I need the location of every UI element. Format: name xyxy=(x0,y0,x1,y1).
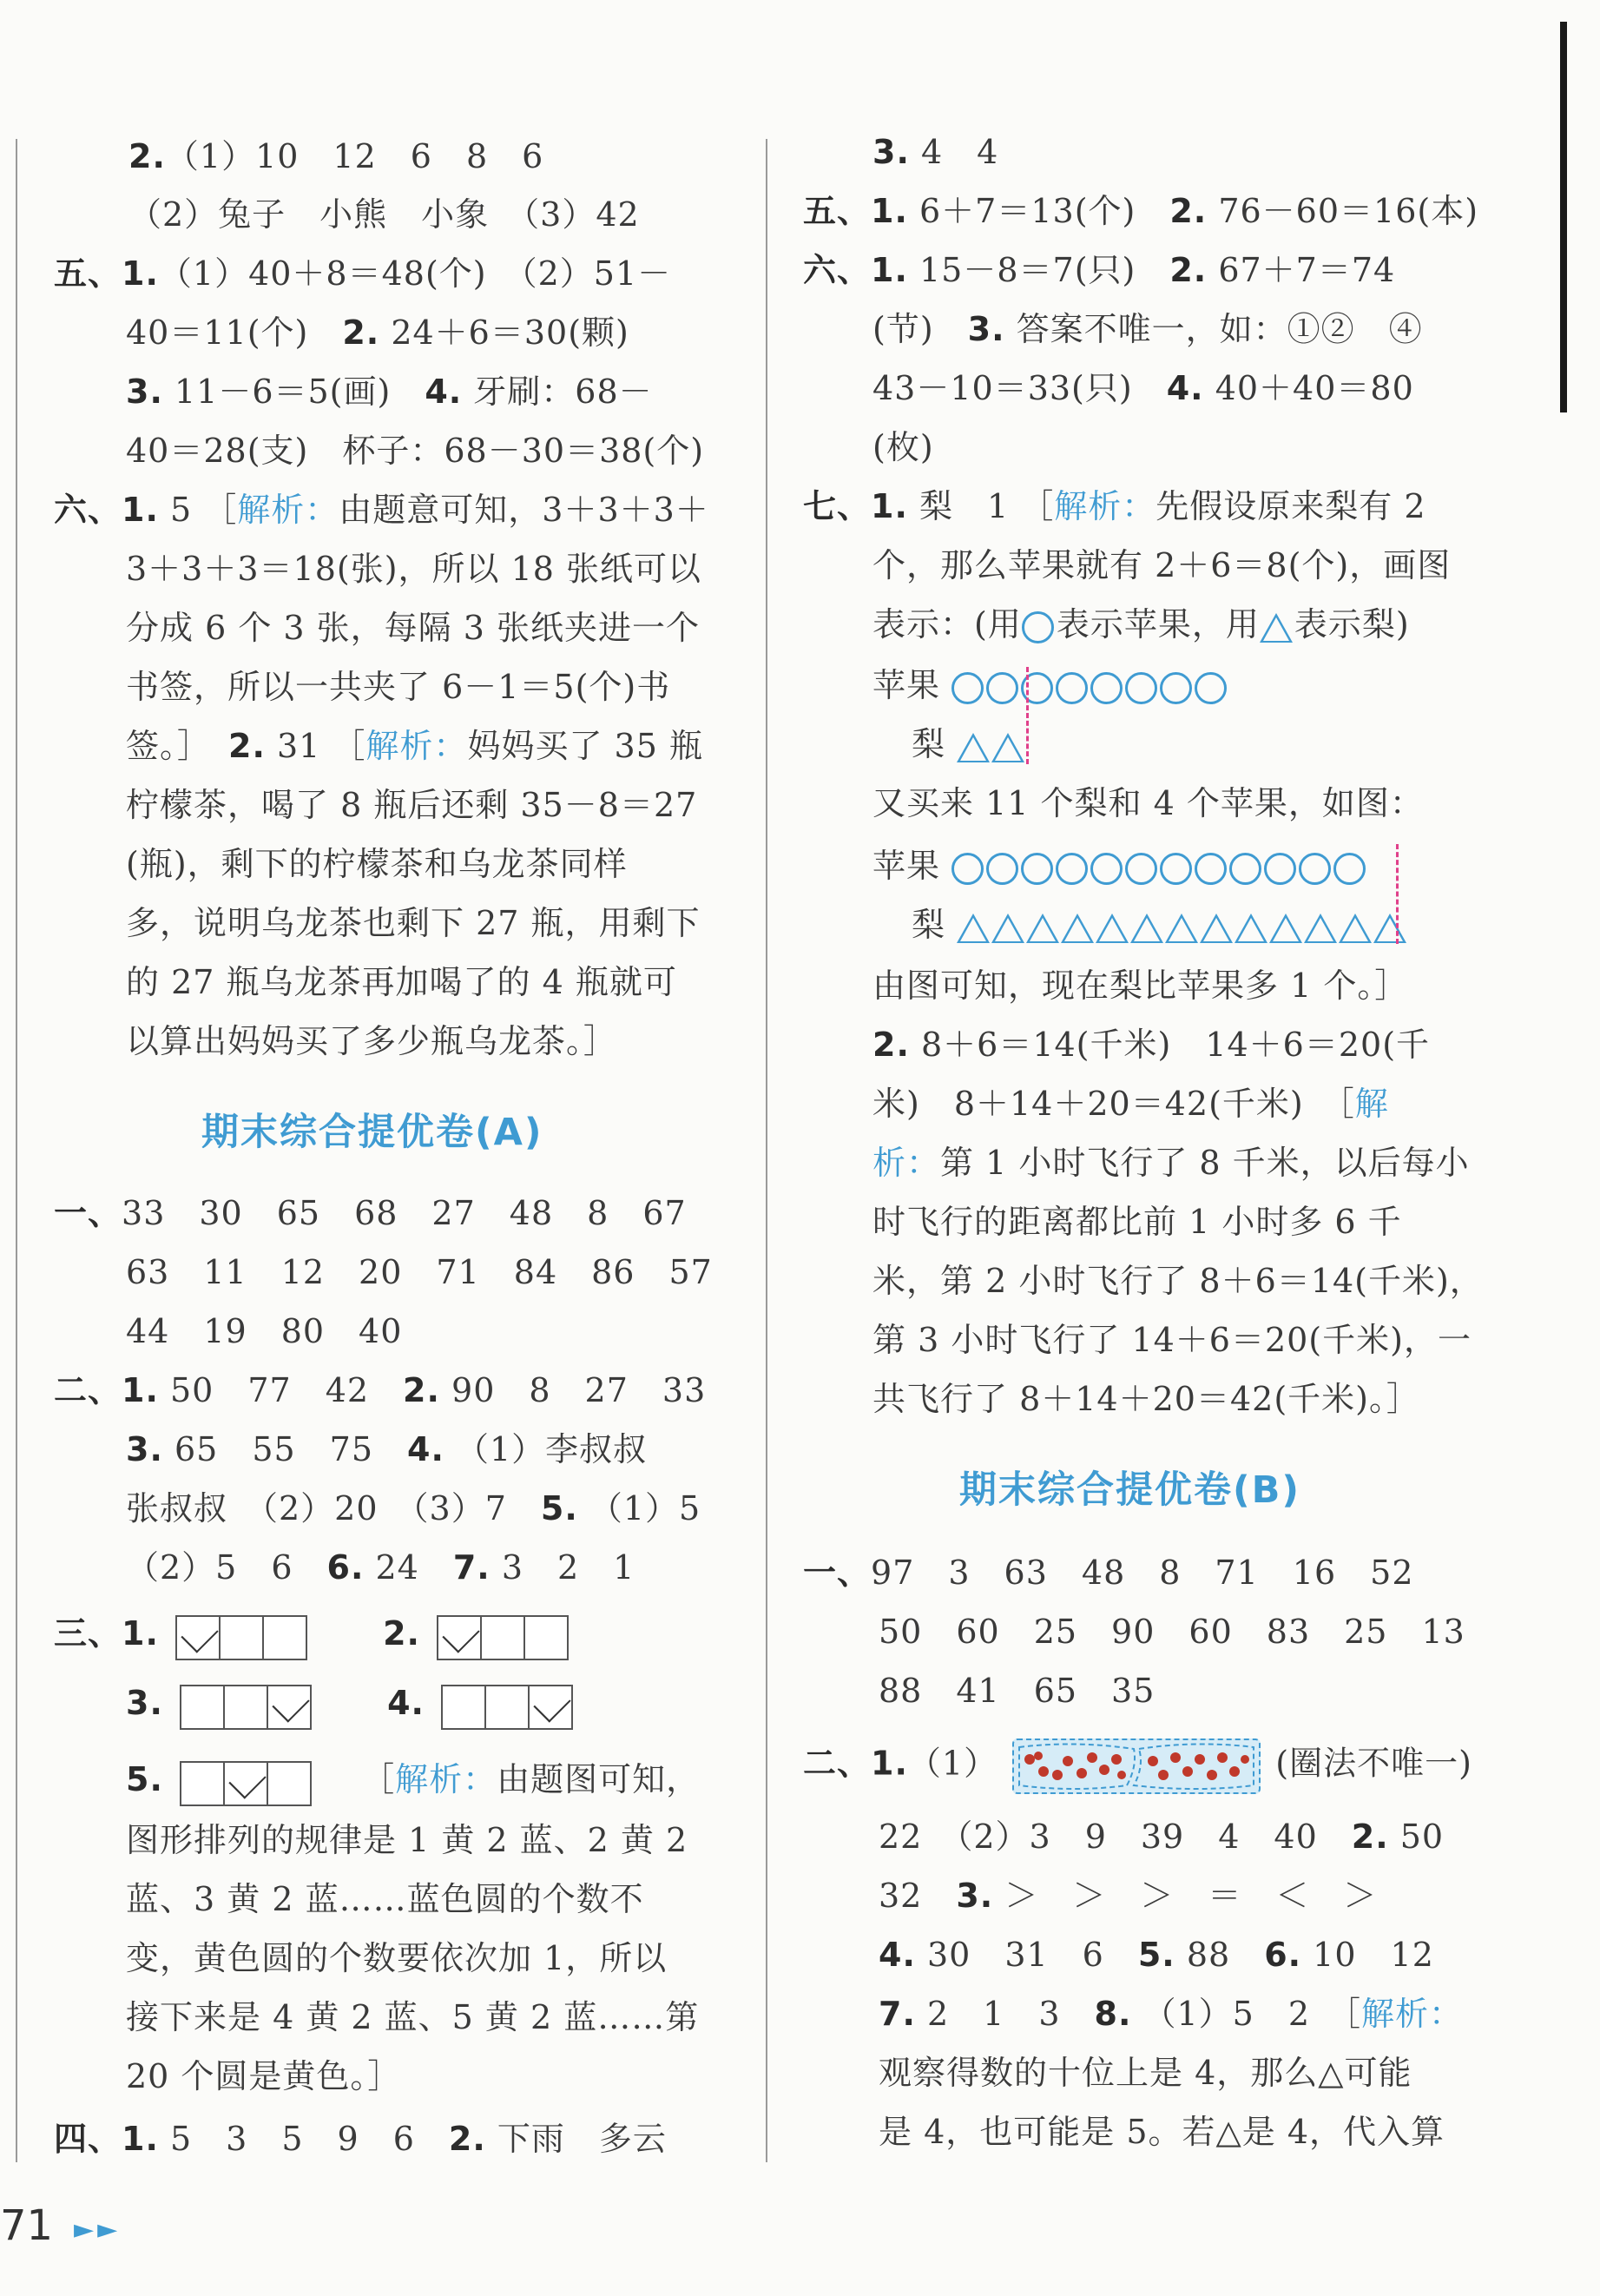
answer-line: 七、1. 梨 1 ［解析：先假设原来梨有 2 xyxy=(803,487,1426,525)
arrow-icon: ►► xyxy=(74,2214,122,2245)
apple-circle xyxy=(986,672,1018,704)
answer-line: 共飞行了 8＋14＋20＝42(千米)。］ xyxy=(872,1380,1420,1418)
answer-line: 个，那么苹果就有 2＋6＝8(个)，画图 xyxy=(872,546,1452,584)
answer-line: 一、33 30 65 68 27 48 8 67 xyxy=(54,1194,687,1232)
apple-circle xyxy=(1056,672,1088,704)
answer-line: （2）5 6 6. 24 7. 3 2 1 xyxy=(126,1548,635,1587)
empty-box xyxy=(441,1685,486,1730)
pear-triangle xyxy=(1130,914,1163,943)
pear-triangle xyxy=(1061,914,1094,943)
answer-line: 43－10＝33(只) 4. 40＋40＝80 xyxy=(872,369,1414,407)
answer-line: 柠檬茶，喝了 8 瓶后还剩 35－8＝27 xyxy=(126,786,698,824)
answer-line: 蓝、3 黄 2 蓝……蓝色圆的个数不 xyxy=(126,1880,644,1918)
apple-circle xyxy=(1056,853,1088,885)
pear-row: 梨 xyxy=(912,903,1408,952)
answer-line: 第 3 小时飞行了 14＋6＝20(千米)，一 xyxy=(872,1321,1472,1359)
answer-line: 是 4，也可能是 5。若△是 4，代入算 xyxy=(879,2113,1445,2151)
apple-circle xyxy=(1195,853,1227,885)
answer-line: 六、1. 15－8＝7(只) 2. 67＋7＝74 xyxy=(803,251,1396,289)
answer-line: 签。］ 2. 31 ［解析：妈妈买了 35 瓶 xyxy=(126,727,703,765)
answer-line: 张叔叔 （2）20 （3）7 5. （1）5 xyxy=(126,1489,701,1527)
divider-marker xyxy=(1396,844,1399,944)
apple-circle xyxy=(1333,853,1366,885)
answer-boxes xyxy=(180,1758,310,1806)
checked-box xyxy=(528,1685,573,1730)
apple-row: 苹果 xyxy=(872,844,1368,893)
pear-triangle xyxy=(991,733,1024,762)
apple-circle xyxy=(951,853,984,885)
section-title-b: 期末综合提优卷(B) xyxy=(959,1468,1301,1512)
answer-line: 的 27 瓶乌龙茶再加喝了的 4 瓶就可 xyxy=(126,963,677,1001)
column-divider xyxy=(766,139,767,2162)
answer-line: 书签，所以一共夹了 6－1＝5(个)书 xyxy=(126,668,671,706)
section-title-a: 期末综合提优卷(A) xyxy=(201,1111,543,1154)
circled-dots-figure xyxy=(1012,1738,1261,1794)
page-edge-bar xyxy=(1560,22,1567,412)
answer-line: 二、1.（1） (圈法不唯一) xyxy=(803,1738,1472,1799)
answer-line: 图形排列的规律是 1 黄 2 蓝、2 黄 2 xyxy=(126,1821,688,1859)
answer-boxes xyxy=(441,1682,571,1730)
answer-line: (枚) xyxy=(872,428,934,466)
apple-circle xyxy=(1021,853,1053,885)
empty-box xyxy=(484,1685,530,1730)
apple-circle xyxy=(1195,672,1227,704)
answer-line: 接下来是 4 黄 2 蓝、5 黄 2 蓝……第 xyxy=(126,1998,700,2036)
answer-line: 40＝28(支) 杯子：68－30＝38(个) xyxy=(126,432,705,470)
answer-line: 2.（1）10 12 6 8 6 xyxy=(128,137,544,175)
answer-line: 一、97 3 63 48 8 71 16 52 xyxy=(803,1554,1414,1592)
answer-line: 析：第 1 小时飞行了 8 千米，以后每小 xyxy=(872,1144,1470,1182)
circle-icon xyxy=(1022,611,1054,643)
answer-line: 50 60 25 90 60 83 25 13 xyxy=(879,1613,1465,1651)
divider-marker xyxy=(1026,667,1029,764)
checked-box xyxy=(437,1615,482,1660)
answer-boxes xyxy=(180,1682,310,1730)
answer-line: 二、1. 50 77 42 2. 90 8 27 33 xyxy=(54,1371,707,1409)
apple-circle xyxy=(1160,672,1192,704)
apple-circle xyxy=(1229,853,1261,885)
apple-circle xyxy=(1160,853,1192,885)
empty-box xyxy=(219,1615,264,1660)
answer-line: 3. 4 4 xyxy=(872,133,999,171)
apple-circle xyxy=(1264,853,1296,885)
pear-triangle xyxy=(1339,914,1372,943)
answer-line: 观察得数的十位上是 4，那么△可能 xyxy=(879,2054,1412,2092)
answer-line: 又买来 11 个梨和 4 个苹果，如图： xyxy=(872,784,1424,822)
pear-triangle xyxy=(957,733,990,762)
answer-line: （2）兔子 小熊 小象 （3）42 xyxy=(128,195,640,234)
answer-line: 22 （2）3 9 39 4 40 2. 50 xyxy=(879,1818,1445,1856)
empty-box xyxy=(223,1685,268,1730)
apple-circle xyxy=(1125,853,1157,885)
pear-triangle xyxy=(1304,914,1337,943)
answer-line: 63 11 12 20 71 84 86 57 xyxy=(126,1253,713,1291)
answer-line: 3. 11－6＝5(画) 4. 牙刷：68－ xyxy=(126,373,653,411)
pear-row: 梨 xyxy=(912,722,1026,771)
left-margin-rule xyxy=(16,139,17,2162)
answer-line: (瓶)，剩下的柠檬茶和乌龙茶同样 xyxy=(126,845,628,883)
pear-triangle xyxy=(1373,914,1406,943)
empty-box xyxy=(180,1685,225,1730)
checked-box xyxy=(267,1685,312,1730)
pear-triangle xyxy=(1269,914,1302,943)
answer-line: 多，说明乌龙茶也剩下 27 瓶，用剩下 xyxy=(126,904,701,942)
answer-line: 米) 8＋14＋20＝42(千米) ［解 xyxy=(872,1085,1389,1123)
checkbox-line: 3. 4. xyxy=(126,1681,576,1730)
page-number: 71 xyxy=(0,2201,54,2250)
checked-box xyxy=(223,1761,268,1806)
answer-line: 2. 8＋6＝14(千米) 14＋6＝20(千 xyxy=(872,1026,1431,1064)
triangle-icon xyxy=(1260,613,1293,643)
answer-line: 88 41 65 35 xyxy=(879,1672,1156,1710)
apple-circle xyxy=(1299,853,1331,885)
answer-line: 20 个圆是黄色。］ xyxy=(126,2057,402,2095)
pear-triangle xyxy=(991,914,1024,943)
apple-row: 苹果 xyxy=(872,663,1229,712)
answer-line: 由图可知，现在梨比苹果多 1 个。］ xyxy=(872,967,1409,1005)
answer-boxes xyxy=(175,1613,306,1660)
answer-line: 4. 30 31 6 5. 88 6. 10 12 xyxy=(879,1936,1434,1974)
pear-triangle xyxy=(1026,914,1059,943)
apple-circle xyxy=(951,672,984,704)
empty-box xyxy=(267,1761,312,1806)
pear-triangle xyxy=(1165,914,1198,943)
pear-triangle xyxy=(1235,914,1267,943)
apple-circle xyxy=(986,853,1018,885)
answer-line: 五、1.（1）40＋8＝48(个) （2）51－ xyxy=(54,254,672,293)
answer-line: (节) 3. 答案不唯一，如：①② ④ xyxy=(872,310,1423,348)
answer-line: 五、1. 6＋7＝13(个) 2. 76－60＝16(本) xyxy=(803,192,1479,230)
pear-triangle xyxy=(1200,914,1233,943)
answer-line: 分成 6 个 3 张，每隔 3 张纸夹进一个 xyxy=(126,609,701,647)
answer-boxes xyxy=(437,1613,567,1660)
answer-line: 表示：(用 表示苹果，用 表示梨) xyxy=(872,605,1410,643)
pear-triangle xyxy=(957,914,990,943)
checkbox-line: 三、1. 2. xyxy=(54,1612,572,1660)
pear-triangle xyxy=(1096,914,1129,943)
answer-line: 32 3. ＞ ＞ ＞ ＝ ＜ ＞ xyxy=(879,1877,1378,1915)
empty-box xyxy=(480,1615,525,1660)
answer-line: 米，第 2 小时飞行了 8＋6＝14(千米)， xyxy=(872,1262,1484,1300)
apple-circle xyxy=(1125,672,1157,704)
answer-line: 3. 65 55 75 4. （1）李叔叔 xyxy=(126,1430,648,1468)
answer-line: 3＋3＋3＝18(张)，所以 18 张纸可以 xyxy=(126,550,702,588)
answer-line: 40＝11(个) 2. 24＋6＝30(颗) xyxy=(126,313,629,352)
answer-line: 44 19 80 40 xyxy=(126,1312,403,1350)
answer-line: 六、1. 5 ［解析：由题意可知，3＋3＋3＋ xyxy=(54,491,709,529)
empty-box xyxy=(523,1615,569,1660)
answer-line: 7. 2 1 3 8. （1）5 2 ［解析： xyxy=(879,1995,1464,2033)
answer-line: 变，黄色圆的个数要依次加 1，所以 xyxy=(126,1939,668,1977)
answer-line: 四、1. 5 3 5 9 6 2. 下雨 多云 xyxy=(54,2120,667,2158)
checked-box xyxy=(175,1615,221,1660)
apple-circle xyxy=(1090,672,1123,704)
empty-box xyxy=(180,1761,225,1806)
answer-line: 时飞行的距离都比前 1 小时多 6 千 xyxy=(872,1203,1402,1241)
empty-box xyxy=(262,1615,307,1660)
apple-circle xyxy=(1090,853,1123,885)
checkbox-line: 5. ［解析：由题图可知， xyxy=(126,1758,700,1806)
answer-line: 以算出妈妈买了多少瓶乌龙茶。］ xyxy=(126,1022,618,1060)
